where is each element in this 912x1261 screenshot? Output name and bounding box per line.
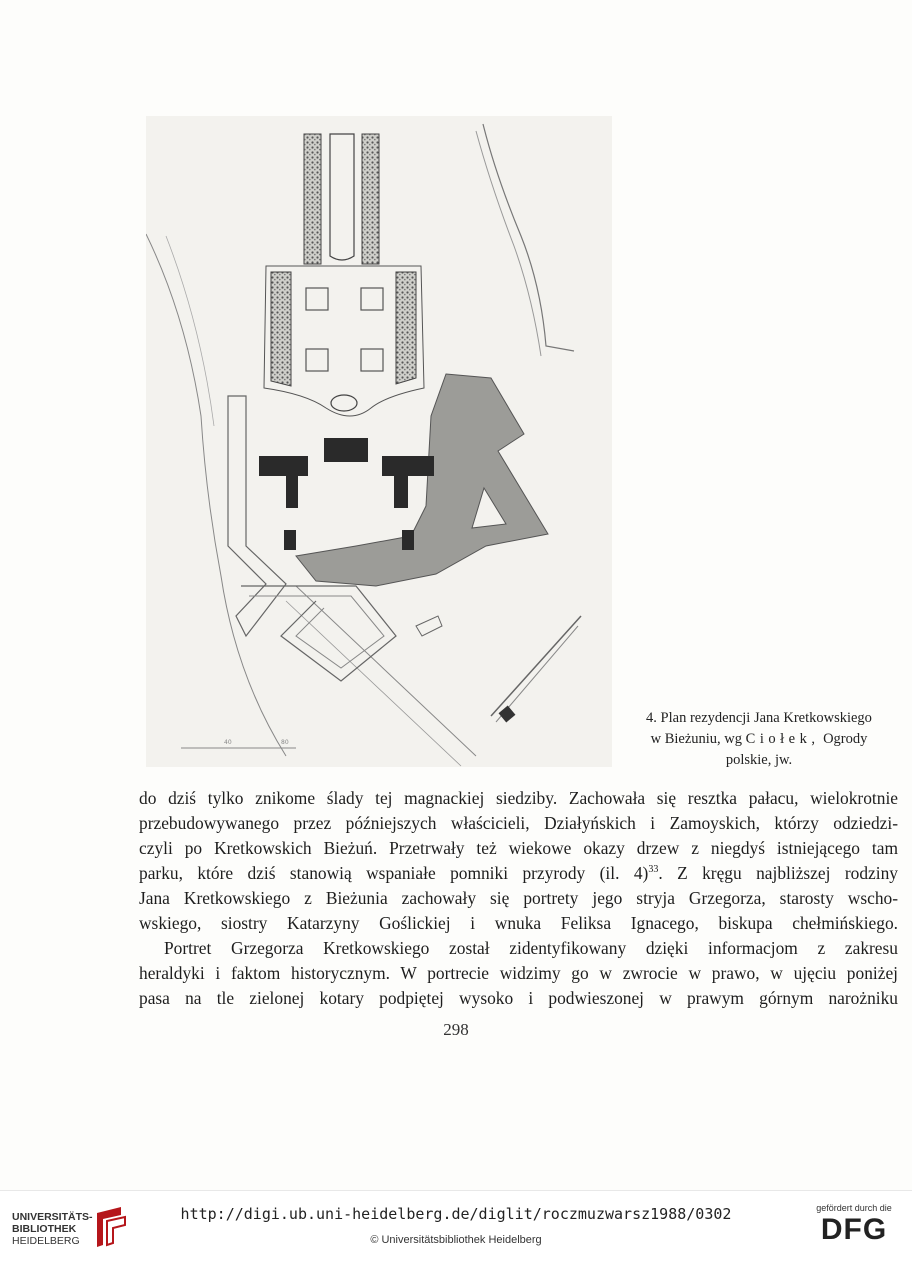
caption-line-2-end: Ogrody <box>823 731 868 747</box>
text-line: czyli po Kretkowskich Bieżuń. Przetrwały też wiekowe okazy drzew z niegdyś istniejącego tam <box>139 838 898 858</box>
footnote-reference: 33 <box>648 864 659 876</box>
text-line: heraldyki i faktom historycznym. W portrecie widzimy go w zwrocie w prawo, w ujęciu poniżej <box>139 963 898 983</box>
svg-text:40: 40 <box>224 739 232 746</box>
funding-label: gefördert durch die <box>816 1203 892 1213</box>
figure-caption <box>617 708 901 771</box>
garden-plan-drawing <box>146 116 612 767</box>
text-line <box>139 861 898 886</box>
caption-author: Ciołek, <box>745 731 820 747</box>
text-line: pasa na tle zielonej kotary podpiętej wysoko i podwieszonej w prawym górnym narożniku <box>139 988 898 1008</box>
copyright-notice: © Universitätsbibliothek Heidelberg <box>370 1234 542 1246</box>
text-line-4-start: parku, które dziś stanowią wspaniałe pomniki przyrody (il. 4) <box>139 863 649 883</box>
caption-line-2 <box>617 729 901 750</box>
library-name-line-2: BIBLIOTHEK <box>12 1223 77 1235</box>
funding-block <box>806 1203 902 1247</box>
text-line: do dziś tylko znikome ślady tej magnackiej siedziby. Zachowała się resztka pałacu, wielokrotnie <box>139 788 898 808</box>
svg-text:80: 80 <box>281 739 289 746</box>
caption-line-3: polskie, jw. <box>725 752 793 768</box>
text-line-paragraph-start: Portret Grzegorza Kretkowskiego został zidentyfikowany dzięki informacjom z zakresu <box>164 938 898 958</box>
library-name-line-3: HEIDELBERG <box>12 1235 80 1247</box>
body-text <box>139 786 898 1011</box>
page-number: 298 <box>443 1020 469 1039</box>
text-line-4-end: . Z kręgu najbliższej rodziny <box>658 863 898 883</box>
text-line: przebudowywanego przez późniejszych właścicieli, Działyńskich i Zamoyskich, którzy odziedzi- <box>139 813 898 833</box>
text-line: wskiego, siostry Katarzyny Goślickiej i wnuka Feliksa Ignacego, biskupa chełmińskiego. <box>139 913 898 933</box>
permalink-url[interactable]: http://digi.ub.uni-heidelberg.de/diglit/roczmuzwarsz1988/0302 <box>180 1205 732 1223</box>
caption-line-1: 4. Plan rezydencji Jana Kretkowskiego <box>646 710 872 726</box>
caption-line-2-start: w Bieżuniu, wg <box>650 731 743 747</box>
text-line: Jana Kretkowskiego z Bieżunia zachowały się portrety jego stryja Grzegorza, starosty wscho- <box>139 888 898 908</box>
garden-plan-illustration <box>146 116 612 767</box>
library-name-line-1: UNIVERSITÄTS- <box>12 1211 93 1223</box>
footer-bar <box>0 1190 912 1261</box>
dfg-logo[interactable]: DFG <box>820 1213 888 1246</box>
